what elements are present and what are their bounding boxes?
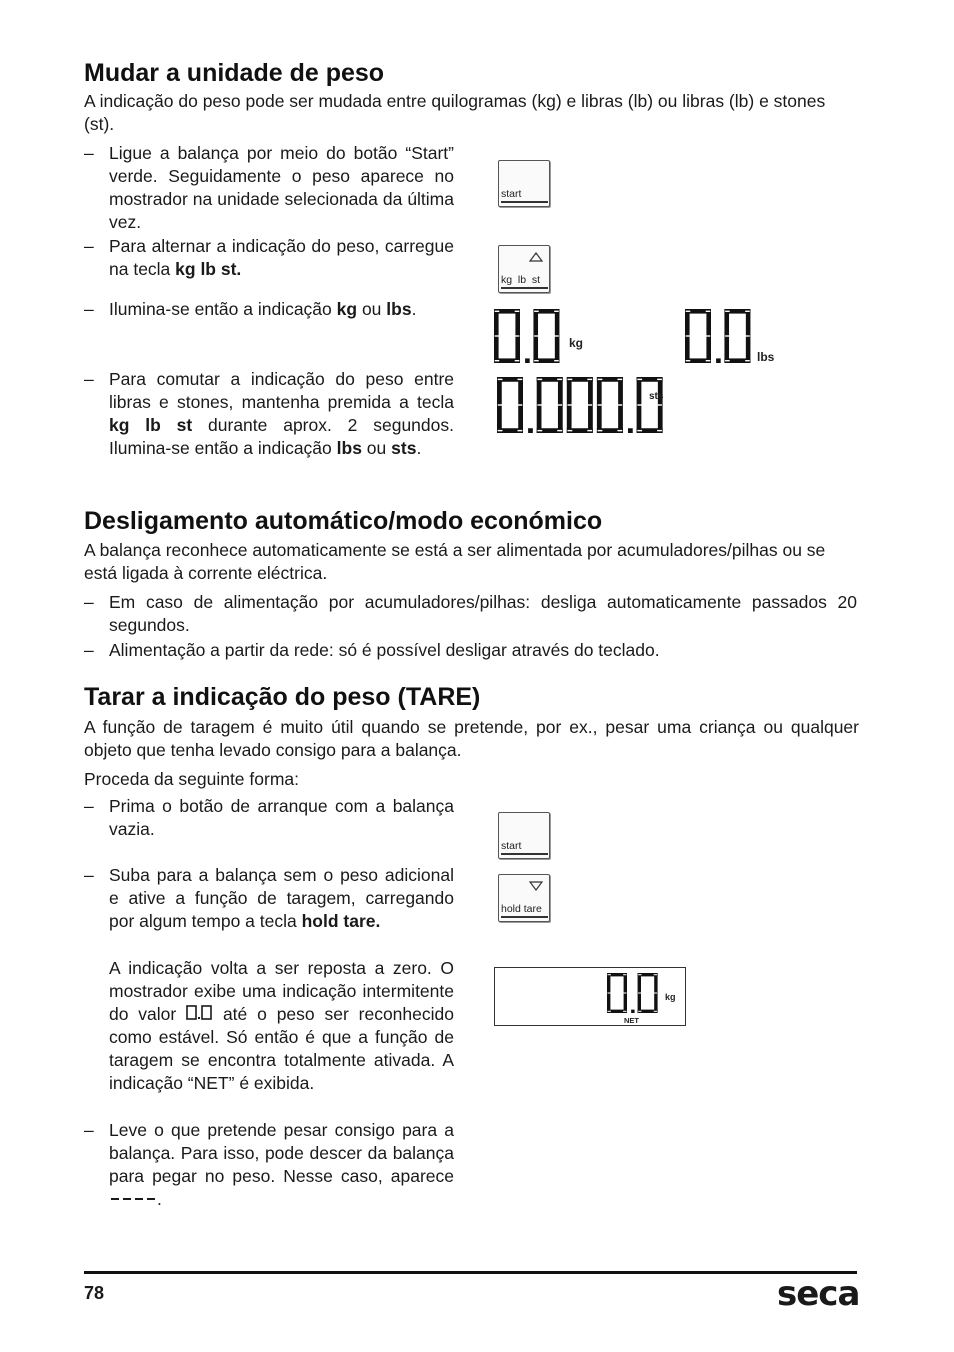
segment-gap xyxy=(515,360,520,361)
unit-kg-label: kg xyxy=(569,336,584,350)
segment-gap xyxy=(568,404,573,405)
start-key: start xyxy=(498,160,550,207)
segment xyxy=(555,309,560,336)
segment-gap xyxy=(598,430,603,431)
inline-zero-display xyxy=(186,1003,213,1026)
segment-gap xyxy=(706,335,711,336)
segment-gap xyxy=(554,335,559,336)
segment-gap xyxy=(568,430,573,431)
segment-gap xyxy=(654,992,657,993)
unit-net-kg: kg xyxy=(665,992,676,1002)
segment xyxy=(724,336,729,363)
hold-tare-key: hold tare xyxy=(498,874,550,922)
segment xyxy=(607,993,610,1013)
section-intro-unit: A indicação do peso pode ser mudada entre quilogramas (kg) e libras (lb) ou libras (lb) e stones (st). xyxy=(84,91,826,134)
display-net-value xyxy=(607,973,661,1018)
segment-gap xyxy=(608,992,611,993)
segment xyxy=(588,377,593,405)
segment-gap xyxy=(498,404,503,405)
unit-lbs-label: lbs xyxy=(757,350,775,364)
segment xyxy=(685,336,690,363)
segment xyxy=(685,309,690,336)
segment xyxy=(597,405,602,433)
kg-lb-st-key: kg lb st xyxy=(498,245,550,293)
segment-gap xyxy=(537,404,542,405)
segment-gap xyxy=(657,404,662,405)
display-sts xyxy=(497,377,667,438)
decimal-point xyxy=(525,358,530,363)
segment xyxy=(654,973,657,993)
segment-gap xyxy=(745,360,750,361)
segment-gap xyxy=(686,311,691,312)
segment xyxy=(618,377,623,405)
seca-logo: seca xyxy=(777,1274,860,1314)
segment xyxy=(515,309,520,336)
segment xyxy=(537,377,542,405)
segment-gap xyxy=(745,311,750,312)
seven-segment-digits xyxy=(494,309,564,363)
segment-gap xyxy=(638,992,641,993)
segment-gap xyxy=(623,992,626,993)
segment-gap xyxy=(587,404,592,405)
section-title-autooff: Desligamento automático/modo económico xyxy=(84,507,603,535)
segment-gap xyxy=(638,974,641,975)
segment xyxy=(497,377,502,405)
segment xyxy=(637,377,642,405)
segment xyxy=(607,973,610,993)
segment xyxy=(518,377,523,405)
segment xyxy=(558,377,563,405)
segment-gap xyxy=(537,430,542,431)
section-intro-tare: A função de taragem é muito útil quando se pretende, por ex., pesar uma criança ou qualquer objeto que tenha levado consigo para a balança. xyxy=(84,717,859,760)
segment-gap xyxy=(554,360,559,361)
triangle-up-icon xyxy=(529,252,543,262)
section-intro-autooff: A balança reconhece automaticamente se está a ser alimentada por acumuladores/pilhas ou se está ligada à corrente eléctrica. xyxy=(84,540,826,583)
segment-gap xyxy=(518,379,523,380)
segment-gap xyxy=(515,311,520,312)
segment-gap xyxy=(608,1011,611,1012)
segment-gap xyxy=(557,404,562,405)
segment-gap xyxy=(534,335,539,336)
segment-gap xyxy=(725,311,730,312)
segment-gap xyxy=(587,379,592,380)
segment-gap xyxy=(637,404,642,405)
segment xyxy=(567,377,572,405)
segment-gap xyxy=(537,379,542,380)
segment-gap xyxy=(657,430,662,431)
segment-gap xyxy=(568,379,573,380)
segment xyxy=(494,336,499,363)
segment-gap xyxy=(637,430,642,431)
segment-gap xyxy=(638,1011,641,1012)
segment-gap xyxy=(498,430,503,431)
decimal-point xyxy=(631,1010,634,1013)
segment-gap xyxy=(598,379,603,380)
segment-gap xyxy=(557,379,562,380)
segment xyxy=(537,405,542,433)
segment-gap xyxy=(706,311,711,312)
segment xyxy=(746,309,751,336)
inline-dash-display xyxy=(109,1188,157,1211)
unit-sts-label: sts xyxy=(649,391,664,402)
segment xyxy=(533,309,538,336)
segment-gap xyxy=(637,379,642,380)
decimal-point xyxy=(716,358,721,363)
net-display-panel xyxy=(494,967,686,1026)
segment-gap xyxy=(725,360,730,361)
segment-gap xyxy=(654,1011,657,1012)
segment xyxy=(494,309,499,336)
segment-gap xyxy=(518,404,523,405)
segment-gap xyxy=(686,360,691,361)
segment xyxy=(567,405,572,433)
seven-segment-digits xyxy=(497,377,667,433)
section-title-unit: Mudar a unidade de peso xyxy=(84,59,385,87)
section-title-tare: Tarar a indicação do peso (TARE) xyxy=(84,683,481,711)
segment-gap xyxy=(587,430,592,431)
segment xyxy=(638,993,641,1013)
segment-gap xyxy=(534,360,539,361)
segment-gap xyxy=(608,974,611,975)
display-kg xyxy=(494,309,564,368)
decimal-point xyxy=(528,428,533,433)
segment-gap xyxy=(706,360,711,361)
segment xyxy=(597,377,602,405)
segment xyxy=(533,336,538,363)
footer-rule xyxy=(84,1271,857,1274)
segment-gap xyxy=(623,1011,626,1012)
seven-segment-digits xyxy=(685,309,755,363)
segment-gap xyxy=(654,974,657,975)
segment-gap xyxy=(657,379,662,380)
segment xyxy=(638,973,641,993)
segment-gap xyxy=(495,360,500,361)
segment-gap xyxy=(495,311,500,312)
triangle-down-icon xyxy=(529,881,543,891)
segment xyxy=(637,405,642,433)
segment-gap xyxy=(725,335,730,336)
segment xyxy=(497,405,502,433)
segment-gap xyxy=(686,335,691,336)
segment-gap xyxy=(623,974,626,975)
segment-gap xyxy=(557,430,562,431)
segment-gap xyxy=(598,404,603,405)
decimal-point xyxy=(628,428,633,433)
segment-gap xyxy=(534,311,539,312)
segment-gap xyxy=(554,311,559,312)
segment-gap xyxy=(617,404,622,405)
segment-gap xyxy=(498,379,503,380)
seven-segment-digits xyxy=(607,973,661,1013)
segment-gap xyxy=(495,335,500,336)
page-number: 78 xyxy=(84,1283,105,1303)
segment xyxy=(624,973,627,993)
segment-gap xyxy=(515,335,520,336)
display-lbs xyxy=(685,309,755,368)
start-key: start xyxy=(498,812,550,859)
segment-gap xyxy=(617,379,622,380)
segment-gap xyxy=(518,430,523,431)
segment xyxy=(724,309,729,336)
segment xyxy=(706,309,711,336)
proceed-text: Proceda da seguinte forma: xyxy=(84,769,299,789)
segment-gap xyxy=(617,430,622,431)
net-flag: NET xyxy=(624,1016,639,1025)
segment-gap xyxy=(745,335,750,336)
